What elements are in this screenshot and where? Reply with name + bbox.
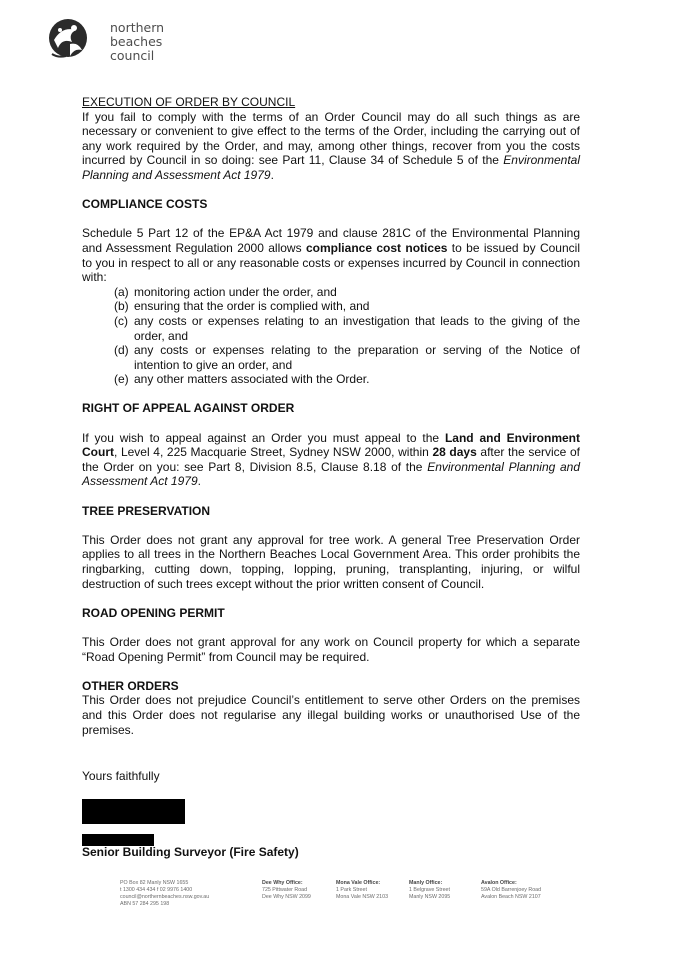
other-paragraph: This Order does not prejudice Council’s entitlement to serve other Orders on the premises and this Order does not regularise any illegal building works or unauthorised Use of the premises. — [82, 693, 580, 737]
list-item: (a) monitoring action under the order, and — [114, 284, 337, 299]
office-title: Mona Vale Office: — [336, 880, 381, 886]
office-title: Manly Office: — [409, 880, 443, 886]
office-line: 59A Old Barrenjoey Road — [481, 887, 542, 893]
execution-heading: EXECUTION OF ORDER BY COUNCIL — [82, 95, 296, 109]
council-logo — [48, 14, 188, 72]
list-item: (d) any costs or expenses relating to the preparation or serving of the Notice of intention to give an order, and — [114, 343, 580, 372]
compliance-heading: COMPLIANCE COSTS — [82, 197, 208, 212]
office-title: Avalon Office: — [481, 880, 517, 886]
council-emblem-icon — [48, 14, 106, 72]
footer-office-avalon — [481, 880, 541, 901]
sign-off: Yours faithfully — [82, 769, 160, 783]
office-line: 1 Belgrave Street — [409, 887, 450, 893]
compliance-paragraph: Schedule 5 Part 12 of the EP&A Act 1979 and clause 281C of the Environmental Planning and Assessment Regulation 2000 allows compliance cost notices to be issued by Council to you in respect to all or any reasonable costs or expenses incurred by Council in connection with: — [82, 226, 580, 285]
office-line: Manly NSW 2095 — [409, 894, 451, 900]
compliance-list — [82, 285, 580, 387]
tree-heading: TREE PRESERVATION — [82, 503, 211, 518]
footer-office-manly — [409, 880, 450, 901]
logo-line: northern — [110, 20, 165, 35]
road-heading: ROAD OPENING PERMIT — [82, 605, 225, 620]
council-name — [110, 21, 164, 63]
list-item: (e) any other matters associated with the Order. — [114, 372, 370, 387]
footer-line: council@northernbeaches.nsw.gov.au — [120, 894, 210, 900]
office-line: Dee Why NSW 2099 — [262, 894, 311, 900]
appeal-paragraph: If you wish to appeal against an Order you must appeal to the Land and Environment Court, Level 4, 225 Macquarie Street, Sydney NSW 2000, within 28 days after the service of the Order on you: see Part 8, Division 8.5, Clause 8.18 of the Environmental Planning and Assessment Act 1979. — [82, 430, 581, 489]
footer-office-monavale — [336, 880, 388, 901]
office-title: Dee Why Office: — [262, 880, 303, 886]
footer-line: t 1300 434 434 f 02 9976 1400 — [120, 887, 193, 893]
office-line: 1 Park Street — [336, 887, 367, 893]
list-item: (c) any costs or expenses relating to an investigation that leads to the giving of the order, and — [114, 313, 580, 343]
office-line: Avalon Beach NSW 2107 — [481, 894, 541, 900]
other-heading: OTHER ORDERS — [82, 678, 179, 693]
footer-contact — [120, 880, 209, 908]
office-line: 725 Pittwater Road — [262, 887, 308, 893]
logo-line: council — [110, 48, 155, 63]
list-item: (b) ensuring that the order is complied with, and — [114, 299, 370, 314]
tree-paragraph: This Order does not grant any approval for tree work. A general Tree Preservation Order applies to all trees in the Northern Beaches Local Government Area. This order prohibits the ringbarking, cutting down, topping, lopping, pruning, transplanting, injuring, or wilful destruction of such trees except without the prior written consent of Council. — [82, 532, 580, 591]
footer-office-deewhy — [262, 880, 311, 901]
footer-line: ABN 57 284 295 198 — [120, 901, 170, 907]
appeal-heading: RIGHT OF APPEAL AGAINST ORDER — [82, 401, 295, 416]
execution-paragraph: If you fail to comply with the terms of an Order Council may do all such things as are necessary or convenient to give effect to the terms of the Order, including the carrying out of any work required by the Order, and may, among other things, recover from you the costs incurred by Council in so doing: see Part 11, Clause 34 of Schedule 5 of the Environmental Planning and Assessment Act 1979. — [82, 109, 580, 182]
footer-line: PO Box 82 Manly NSW 1655 — [120, 880, 189, 886]
letter-body — [82, 95, 580, 737]
road-paragraph: This Order does not grant approval for any work on Council property for which a separate “Road Opening Permit” from Council may be required. — [82, 634, 580, 664]
signatory-role: Senior Building Surveyor (Fire Safety) — [82, 845, 299, 859]
office-line: Mona Vale NSW 2103 — [336, 894, 389, 900]
logo-line: beaches — [110, 34, 163, 49]
redacted-signature — [82, 799, 185, 824]
